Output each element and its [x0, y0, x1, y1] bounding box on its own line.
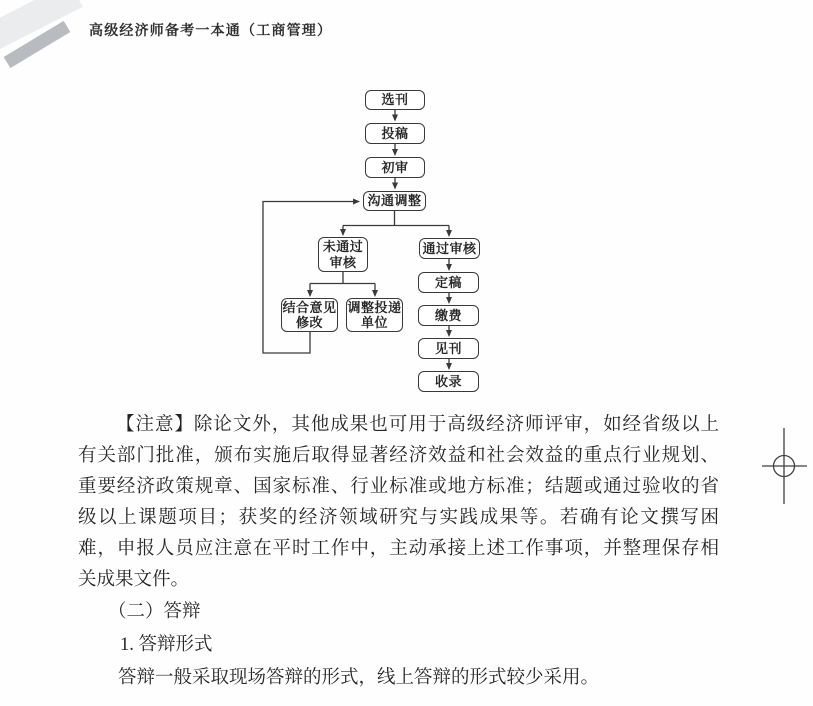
node-publication [418, 338, 479, 359]
node-indexed [418, 371, 479, 392]
node-label: 缴费 [434, 307, 462, 323]
node-label: 初审 [381, 159, 409, 175]
running-head-title: 高级经济师备考一本通（工商管理） [89, 22, 333, 38]
node-label: 结合意见 [282, 299, 337, 315]
node-label: 单位 [360, 315, 388, 330]
note-line: 重要经济政策规章、国家标准、行业标准或地方标准；结题或通过验收的省 [78, 477, 719, 497]
node-review-failed [318, 237, 368, 272]
note-line: 关成果文件。 [78, 570, 190, 590]
section-heading: （二）答辩 [108, 602, 201, 622]
node-label: 见刊 [434, 340, 462, 356]
node-review-passed [419, 238, 480, 259]
registration-crosshair [762, 428, 807, 504]
section-paragraph: 答辩一般采取现场答辩的形式，线上答辩的形式较少采用。 [118, 668, 600, 688]
node-submit [365, 123, 425, 144]
node-label: 修改 [295, 315, 323, 330]
note-line: 难，申报人员应注意在平时工作中，主动承接上述工作事项，并整理保存相 [78, 539, 719, 559]
node-label: 收录 [434, 373, 462, 389]
note-line: 有关部门批准，颁布实施后取得显著经济效益和社会效益的重点行业规划、 [78, 446, 719, 466]
sub-heading: 1. 答辩形式 [120, 635, 213, 655]
node-label: 定稿 [434, 274, 462, 290]
node-initial-review [365, 157, 425, 178]
node-label: 通过审核 [422, 240, 477, 256]
node-communicate-adjust [363, 191, 426, 211]
node-payment [418, 305, 479, 326]
node-label: 沟通调整 [367, 193, 422, 209]
node-select-journal [365, 90, 425, 110]
node-label: 投稿 [381, 125, 409, 141]
node-change-target-journal [346, 298, 403, 332]
node-label: 调整投递 [347, 299, 402, 315]
node-label: 审核 [329, 254, 357, 270]
node-label: 未通过 [322, 239, 364, 254]
note-line: 【注意】除论文外，其他成果也可用于高级经济师评审，如经省级以上 [116, 415, 719, 435]
node-label: 选刊 [381, 92, 409, 108]
node-finalize [418, 272, 479, 293]
node-revise-with-comments [281, 298, 338, 332]
note-line: 级以上课题项目；获奖的经济领域研究与实践成果等。若确有论文撰写困 [78, 508, 719, 528]
